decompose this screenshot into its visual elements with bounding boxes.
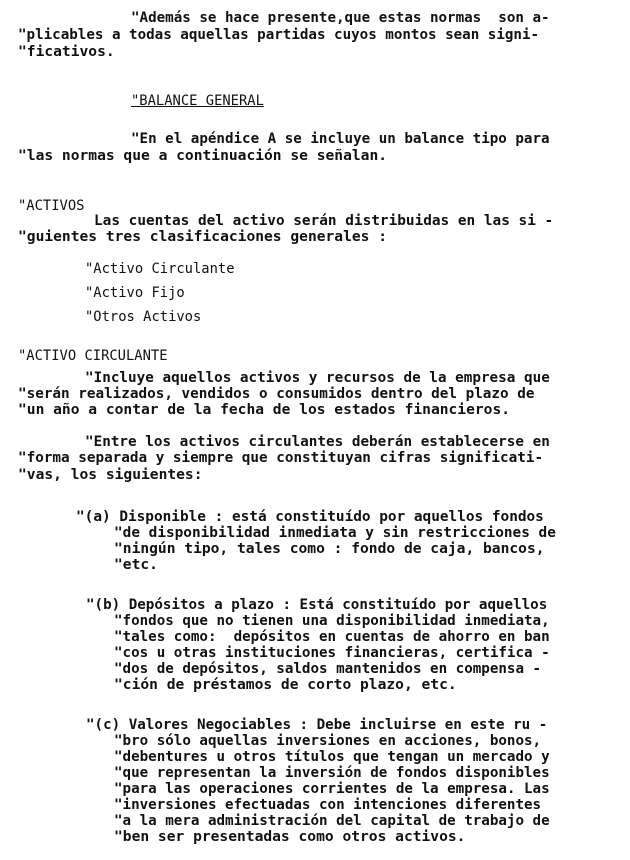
text-line: "guientes tres clasificaciones generales : bbox=[18, 228, 388, 245]
text-line: "las normas que a continuación se señalan. bbox=[18, 147, 388, 164]
text-line: "plicables a todas aquellas partidas cuyos montos sean signi- bbox=[18, 27, 540, 43]
text-line: "que representan la inversión de fondos disponibles bbox=[114, 765, 550, 781]
text-line: "ningún tipo, tales como : fondo de caja, bancos, bbox=[114, 540, 545, 557]
text-line: "etc. bbox=[114, 556, 158, 573]
text-line: Las cuentas del activo serán distribuidas en las si - bbox=[94, 213, 554, 229]
list-item-b: "(b) Depósitos a plazo : Está constituído por aquellos bbox=[86, 597, 548, 613]
section-heading-activos: "ACTIVOS bbox=[18, 198, 85, 214]
list-item: "Activo Circulante bbox=[85, 261, 235, 277]
list-item-c: "(c) Valores Negociables : Debe incluirse en este ru - bbox=[86, 717, 548, 733]
section-heading-activo-circulante: "ACTIVO CIRCULANTE bbox=[18, 348, 168, 364]
text-line: "ción de préstamos de corto plazo, etc. bbox=[114, 676, 457, 693]
list-item-a: "(a) Disponible : está constituído por aquellos fondos bbox=[76, 509, 544, 525]
text-line: "un año a contar de la fecha de los estados financieros. bbox=[18, 401, 511, 418]
text-line: "Entre los activos circulantes deberán establecerse en bbox=[85, 434, 550, 450]
list-item: "Activo Fijo bbox=[85, 285, 185, 301]
text-line: "vas, los siguientes: bbox=[18, 466, 203, 483]
text-line: "Incluye aquellos activos y recursos de la empresa que bbox=[85, 370, 550, 386]
list-item: "Otros Activos bbox=[85, 309, 202, 325]
text-line: "bro sólo aquellas inversiones en acciones, bonos, bbox=[114, 733, 542, 749]
text-line: "ficativos. bbox=[18, 43, 115, 60]
text-line: "dos de depósitos, saldos mantenidos en compensa - bbox=[114, 661, 542, 677]
text-line: "de disponibilidad inmediata y sin restricciones de bbox=[114, 525, 556, 541]
text-line: "fondos que no tienen una disponibilidad inmediata, bbox=[114, 613, 550, 629]
text-line: "forma separada y siempre que constituyan cifras significati- bbox=[18, 450, 544, 466]
section-heading-balance-general: "BALANCE GENERAL bbox=[131, 93, 264, 109]
text-line: "En el apéndice A se incluye un balance tipo para bbox=[131, 131, 550, 147]
text-line: "inversiones efectuadas con intenciones diferentes bbox=[114, 797, 542, 813]
text-line: "para las operaciones corrientes de la empresa. Las bbox=[114, 781, 550, 797]
text-line: "cos u otras instituciones financieras, certifica - bbox=[114, 645, 550, 661]
text-line: "Además se hace presente,que estas normas son a- bbox=[131, 10, 550, 26]
text-line: "a la mera administración del capital de trabajo de bbox=[114, 813, 550, 829]
text-line: "ben ser presentadas como otros activos. bbox=[114, 828, 466, 845]
text-line: "debentures u otros títulos que tengan un mercado y bbox=[114, 749, 550, 765]
text-line: "tales como: depósitos en cuentas de ahorro en ban bbox=[114, 629, 550, 645]
text-line: "serán realizados, vendidos o consumidos dentro del plazo de bbox=[18, 386, 535, 402]
